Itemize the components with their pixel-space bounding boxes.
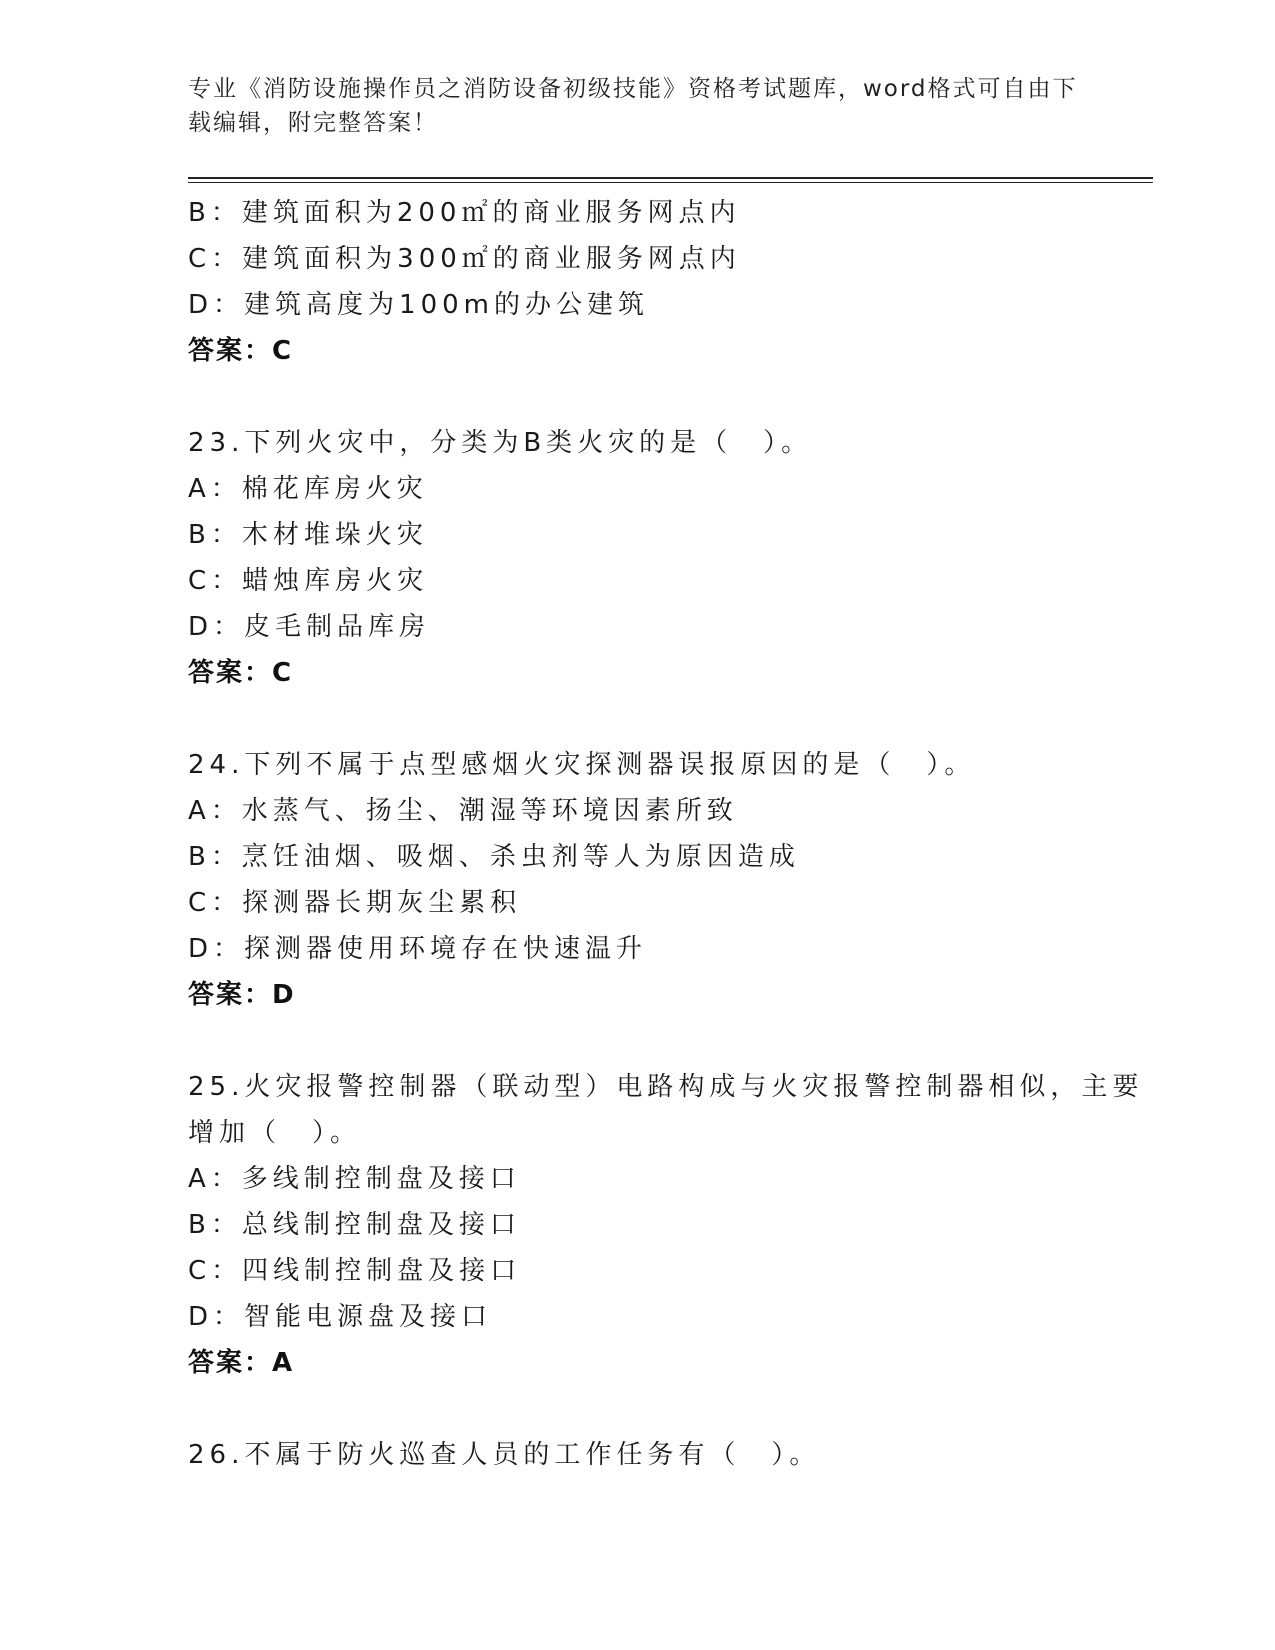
document-header <box>188 72 1088 140</box>
spacer <box>188 1018 1088 1064</box>
spacer <box>188 374 1088 420</box>
question-text-line-1: 25.火灾报警控制器（联动型）电路构成与火灾报警控制器相似，主要 <box>188 1072 1144 1102</box>
question-22 <box>188 190 1088 374</box>
header-divider-thick <box>188 177 1153 179</box>
option-c: C：蜡烛库房火灾 <box>188 566 429 596</box>
question-list <box>188 190 1144 1478</box>
option-b: B：总线制控制盘及接口 <box>188 1210 521 1240</box>
option-a: A：多线制控制盘及接口 <box>188 1164 521 1194</box>
answer: 答案：C <box>188 336 294 366</box>
option-b: B：木材堆垛火灾 <box>188 520 428 550</box>
option-b: B：烹饪油烟、吸烟、杀虫剂等人为原因造成 <box>188 842 800 872</box>
option-d: D：探测器使用环境存在快速温升 <box>188 934 648 964</box>
header-divider-thin <box>188 182 1153 183</box>
spacer <box>188 696 1088 742</box>
question-23 <box>188 420 1088 696</box>
question-text-line-2: 增加（ ）。 <box>188 1118 362 1148</box>
question-text: 24.下列不属于点型感烟火灾探测器误报原因的是（ ）。 <box>188 750 976 780</box>
option-a: A：水蒸气、扬尘、潮湿等环境因素所致 <box>188 796 738 826</box>
question-26 <box>188 1432 1088 1478</box>
option-c: C：建筑面积为300㎡的商业服务网点内 <box>188 244 741 274</box>
question-25 <box>188 1064 1144 1386</box>
question-text: 23.下列火灾中，分类为B类火灾的是（ ）。 <box>188 428 813 458</box>
option-d: D：皮毛制品库房 <box>188 612 431 642</box>
question-24 <box>188 742 1088 1018</box>
option-a: A：棉花库房火灾 <box>188 474 428 504</box>
option-d: D：智能电源盘及接口 <box>188 1302 493 1332</box>
answer: 答案：C <box>188 658 294 688</box>
question-text: 26.不属于防火巡查人员的工作任务有（ ）。 <box>188 1440 821 1470</box>
header-line-2: 载编辑，附完整答案！ <box>188 110 438 136</box>
answer: 答案：A <box>188 1348 295 1378</box>
option-c: C：四线制控制盘及接口 <box>188 1256 522 1286</box>
option-c: C：探测器长期灰尘累积 <box>188 888 522 918</box>
option-d: D：建筑高度为100m的办公建筑 <box>188 290 649 320</box>
header-line-1: 专业《消防设施操作员之消防设备初级技能》资格考试题库，word格式可自由下 <box>188 76 1078 102</box>
spacer <box>188 1386 1088 1432</box>
option-b: B：建筑面积为200㎡的商业服务网点内 <box>188 198 741 228</box>
answer: 答案：D <box>188 980 296 1010</box>
